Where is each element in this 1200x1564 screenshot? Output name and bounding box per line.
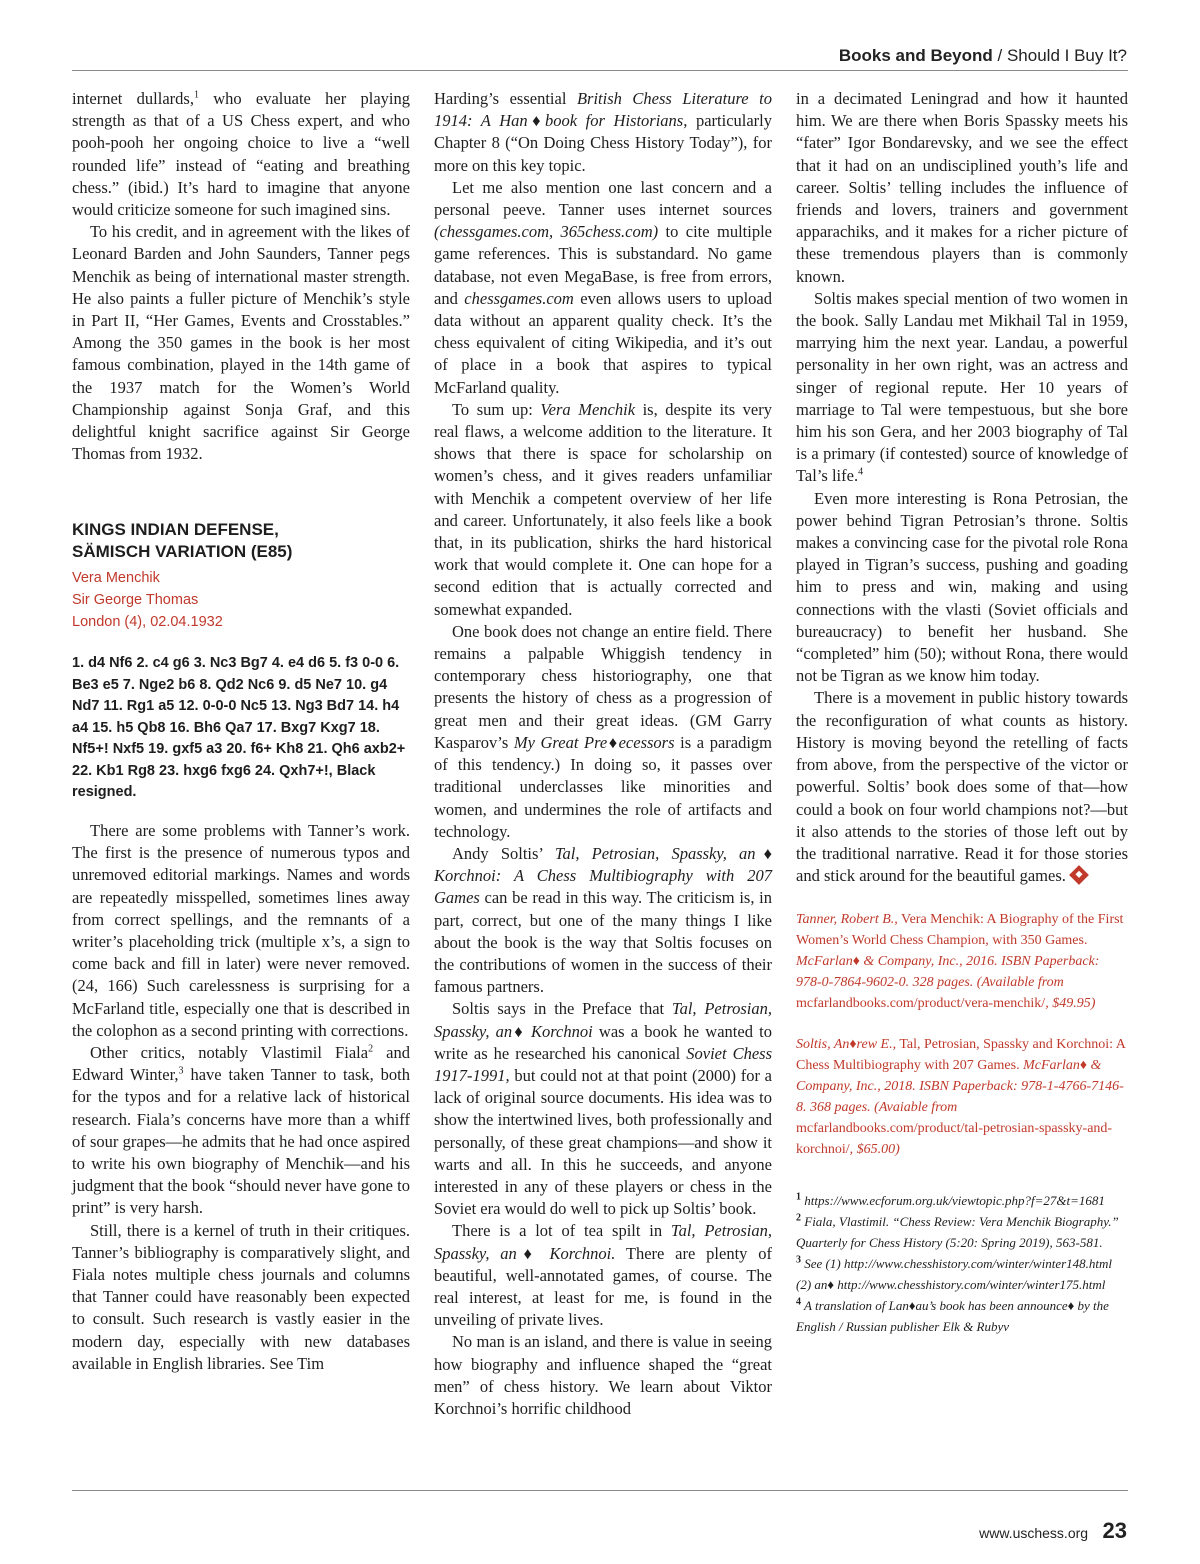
page-footer [979,1518,1127,1544]
col2-paragraph-2: Let me also mention one last concern and a personal peeve. Tanner uses internet sources (chessgames.com, 365chess.com) to cite multiple game references. This is substandard. No game database, not even MegaBase, is free from errors, and chessgames.com even allows users to upload data without an apparent quality check. It’s the chess equivalent of citing Wikipedia, and it’s out of place in a book that aspires to typical McFarland quality. [434,177,772,397]
header-section: Books and Beyond [838,46,993,65]
col1-paragraph-5: Still, there is a kernel of truth in their critiques. Tanner’s bibliography is comparatively slight, and Fiala notes multiple chess journals and columns that Tanner could have reasonably been expected to consult. Such research is vastly easier in the modern day, especially with new databases available in English libraries. See Tim [72,1220,410,1373]
footer-url: www.uschess.org [979,1525,1089,1541]
col3-paragraph-1: in a decimated Leningrad and how it haunted him. We are there when Boris Spassky meets his “fater” Igor Bondarevsky, and we see the effect that it had on an undisciplined youth’s life and career. Soltis’ telling includes the influence of friends and lovers, trainers and government apparachiks, and it makes for a richer picture of these tremendous players than is commonly known. [796,89,1128,286]
col1-paragraph-4: Other critics, notably Vlastimil Fiala$^2$ and Edward Winter,$^3$ have taken Tanner to task, both for the typos and for a relative lack of historical research. Fiala’s concerns have more than a whiff of sour grapes—he admits that he had once aspired to write his own biography of Menchik—and his judgment that the book “should never have gone to print” is very harsh. [72,1042,410,1218]
footnote-3: $^3$ See (1) http://www.chesshistory.com/winter/winter148.html (2) an♦ http://www.chesshistory.com/winter/winter175.html [796,1254,1113,1293]
bibliography-link-1: mcfarlandbooks.com/product/vera-menchik/ [796,996,1046,1012]
game-black-player: Sir George Thomas [72,592,199,609]
running-header [839,46,1127,66]
bibliography-link-2: mcfarlandbooks.com/product/tal-petrosian-spassky-and-korchnoi/ [796,1121,1113,1158]
footnote-ref-1: 1 [193,89,199,101]
game-moves: 1. d4 Nf6 2. c4 g6 3. Nc3 Bg7 4. e4 d6 5. f3 0-0 6. Be3 e5 7. Nge2 b6 8. Qd2 Nc6 9. d5 Ne7 10. g4 Nd7 11. Rg1 a5 12. 0-0-0 Nc5 13. Ng3 Bd7 14. h4 a4 15. h5 Qb8 16. Bh6 Qa7 17. Bxg7 Kxg7 18. Nf5+! Nxf5 19. gxf5 a3 20. f6+ Kh8 21. Qh6 axb2+ 22. Kb1 Rg8 23. hxg6 fxg6 24. Qxh7+!, Black resigned. [72,655,406,801]
diamond-end-icon [1069,865,1089,885]
col2-paragraph-8: No man is an island, and there is value in seeing how biography and influence shaped the “great men” of chess history. We learn about Viktor Korchnoi’s horrific childhood [434,1332,772,1418]
column-1 [72,88,410,1375]
column-2 [434,88,772,1420]
header-subsection: Should I Buy It? [1006,46,1127,65]
col2-paragraph-6: Soltis says in the Preface that Tal, Petrosian, Spassky, an♦ Korchnoi was a book he wanted to write as he researched his canonical Soviet Chess 1917-1991, but could not at that point (2000) for a lack of original source documents. His idea was to show the intertwined lives, both professionally and personally, of these great champions—and show it warts and all. In this he succeeds, and anyone interested in any of these players or chess in the Soviet era would do well to pick up Soltis’ book. [434,999,773,1219]
footnote-ref-2: 2 [368,1043,374,1055]
col2-paragraph-5: Andy Soltis’ Tal, Petrosian, Spassky, an♦ Korchnoi: A Chess Multibiography with 207 Games can be read in this way. The criticism is, in part, correct, but one of the many things I like about the book is the way that Soltis focuses on the contributions of women in the success of their famous partners. [434,843,772,997]
game-event: London (4), 02.04.1932 [72,614,223,631]
footnote-4: $^4$ A translation of Lan♦au’s book has been announce♦ by the English / Russian publisher Elk & Rubyv [796,1296,1109,1335]
footnote-1: $^1$ https://www.ecforum.org.uk/viewtopic.php?f=27&t=1681 [796,1191,1105,1209]
col3-paragraph-2: Soltis makes special mention of two women in the book. Sally Landau met Mikhail Tal in 1959, marrying him the next year. Landau, a powerful personality in her own right, was an actress and singer of regional repute. Her 10 years of marriage to Tal were tempestuous, but she bore him his son Gera, and her 2003 biography of Tal is a primary (if contested) source of knowledge of Tal’s life.$^4$ [796,288,1128,486]
col2-paragraph-7: There is a lot of tea spilt in Tal, Petrosian, Spassky, an♦ Korchnoi. There are plenty of beautiful, well-annotated games, of course. The real interest, at least for me, is found in the unveiling of private lives. [434,1221,773,1330]
bibliography-entry-2: Soltis, An♦rew E., Tal, Petrosian, Spassky and Korchnoi: A Chess Multibiography with 207 Games. McFarlan♦ & Company, Inc., 2018. ISBN Paperback: 978-1-4766-7146-8. 368 pages. (Avaiable from mcfarlandbooks.com/product/tal-petrosian-spassky-and-korchnoi/, $65.00) [796,1037,1126,1158]
footnote-ref-4: 4 [858,466,864,478]
footnote-2: $^2$ Fiala, Vlastimil. “Chess Review: Vera Menchik Biography.” Quarterly for Chess History (5:20: Spring 2019), 563-581. [796,1212,1119,1251]
game-title: KINGS INDIAN DEFENSE, SÄMISCH VARIATION (E85) [72,520,293,562]
game-white-player: Vera Menchik [72,570,160,587]
column-3 [796,88,1128,1337]
header-separator: / [992,46,1007,65]
footer-rule [72,1490,1128,1491]
footnote-ref-3: 3 [178,1065,184,1077]
col1-paragraph-2: To his credit, and in agreement with the likes of Leonard Barden and John Saunders, Tanner pegs Menchik as being of international master strength. He also paints a fuller picture of Menchik’s style in Part II, “Her Games, Events and Crosstables.” Among the 350 games in the book is her most famous combination, played in the 14th game of the 1937 match for the Women’s World Championship against Sonja Graf, and this delightful knight sacrifice against Sir George Thomas from 1932. [72,222,410,464]
col2-paragraph-1: Harding’s essential British Chess Literature to 1914: A Han♦book for Historians, particularly Chapter 8 (“On Doing Chess History Today”), for more on this key topic. [434,89,772,175]
col1-paragraph-3: There are some problems with Tanner’s work. The first is the presence of numerous typos and unremoved editorial markings. Names and words are repeatedly misspelled, sometimes lines away from correct spellings, and the remnants of a writer’s placeholding trick (multiple x’s, a sign to come back and fill in later) were never removed. (24, 166) Such carelessness is surprising for a McFarland title, especially one that is described in the colophon as a second printing with corrections. [72,820,410,1040]
page-number: 23 [1102,1518,1127,1543]
col2-paragraph-3: To sum up: Vera Menchik is, despite its very real flaws, a welcome addition to the literature. It shows that there is space for scholarship on women’s chess, and it gives readers unfamiliar with Menchik a competent overview of her life and career. Unfortunately, it also feels like a book that, in its publication, shirks the hard historical work that would complete it. One can hope for a second edition that is actually corrected and somewhat expanded. [434,399,772,619]
header-rule [72,70,1128,71]
bibliography-entry-1: Tanner, Robert B., Vera Menchik: A Biography of the First Women’s World Chess Champion, with 350 Games. McFarlan♦ & Company, Inc., 2016. ISBN Paperback: 978-0-7864-9602-0. 328 pages. (Available from mcfarlandbooks.com/product/vera-menchik/, $49.95) [796,912,1124,1012]
col3-paragraph-3: Even more interesting is Rona Petrosian, the power behind Tigran Petrosian’s throne. Soltis makes a convincing case for the pivotal role Rona played in Tigran’s success, pushing and goading him to press and win, making and using connections with the vlasti (Soviet officials and bureaucracy) to benefit her husband. She “completed” him (50); without Rona, there would not be Tigran as we know him today. [796,488,1128,686]
col3-paragraph-4: There is a movement in public history towards the reconfiguration of what counts as history. History is moving beyond the retelling of facts from above, from the perspective of the victor or powerful. Soltis’ book does some of that—how could a book on four world champions not?—but it also attends to the stories of those left out by the traditional narrative. Read it for those stories and stick around for the beautiful games. [796,688,1128,886]
col1-paragraph-1: internet dullards,$^1$ who evaluate her playing strength as that of a US Chess expert, and who pooh-pooh her ongoing choice to live a “well rounded life” instead of “eating and breathing chess.” (ibid.) It’s hard to imagine that anyone would criticize someone for such imagined sins. [72,89,410,220]
col2-paragraph-4: One book does not change an entire field. There remains a palpable Whiggish tendency in contemporary chess historiography, one that presents the history of chess as a progression of great men and their great ideas. (GM Garry Kasparov’s My Great Pre♦ecessors is a paradigm of this tendency.) In doing so, it passes over traditional underclasses like minorities and women, and undermines the role of artifacts and technology. [434,621,772,841]
